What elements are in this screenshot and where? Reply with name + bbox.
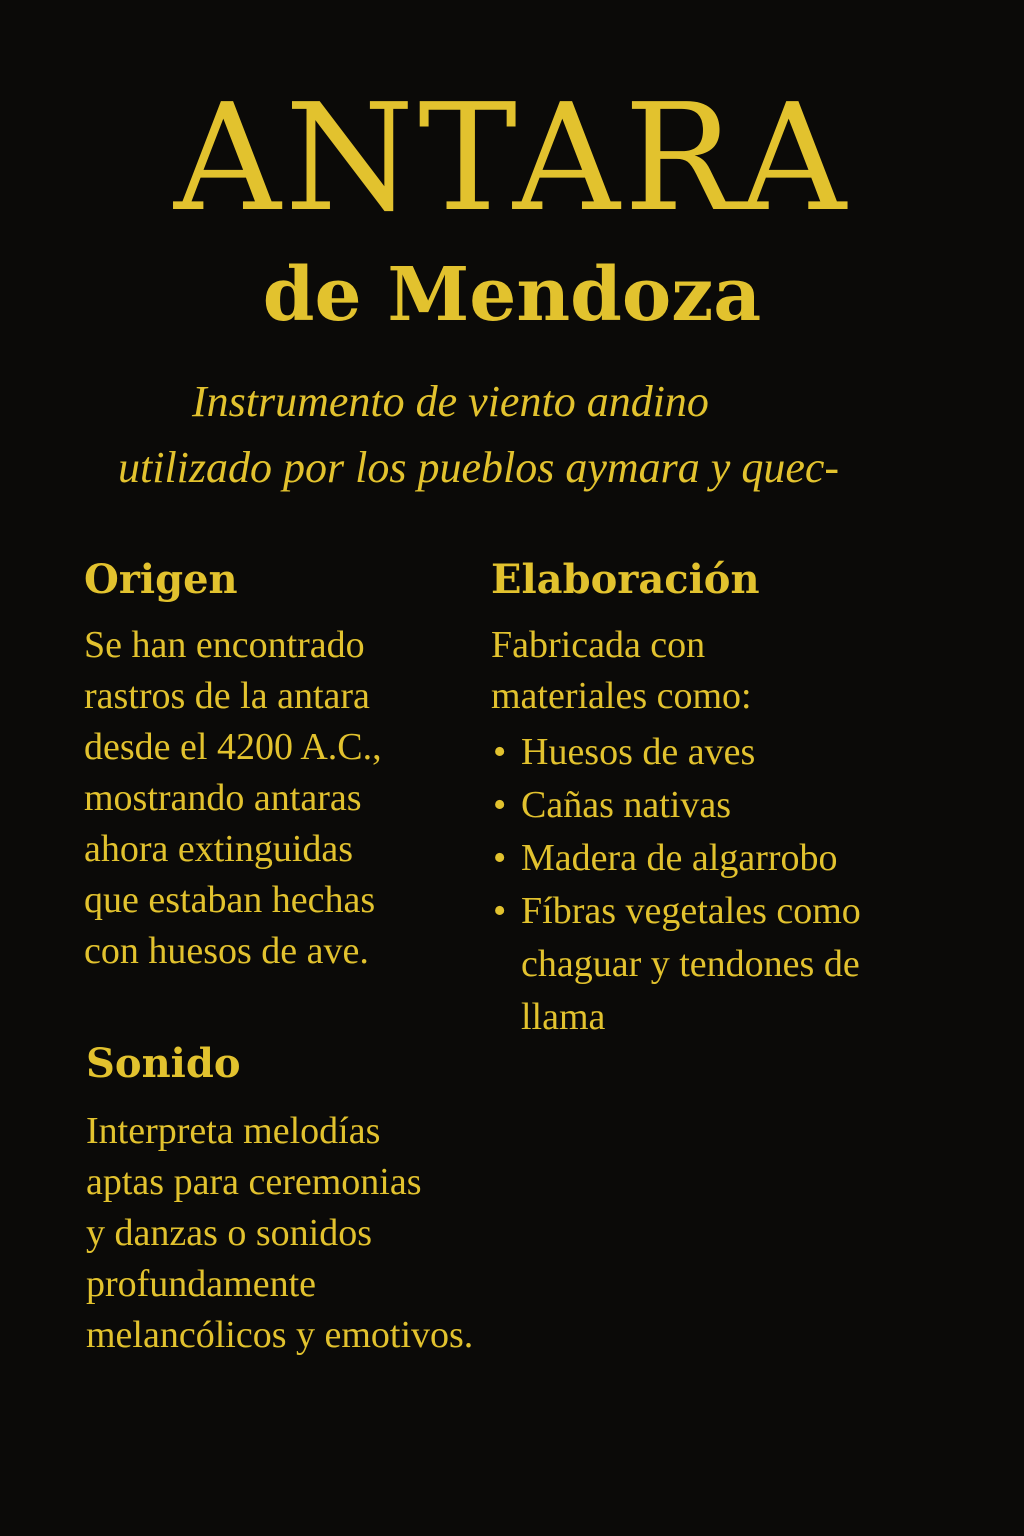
- list-item: [491, 779, 971, 832]
- list-item: [491, 885, 971, 1044]
- elaboracion-intro-line: materiales como:: [491, 675, 752, 717]
- origen-text-line: desde el 4200 A.C.,: [84, 726, 382, 768]
- list-item-text: llama: [521, 996, 606, 1038]
- list-item: [491, 726, 971, 779]
- sonido-text-line: melancólicos y emotivos.: [86, 1314, 474, 1356]
- origen-text-line: rastros de la antara: [84, 675, 370, 717]
- poster-title: ANTARA: [173, 72, 851, 244]
- tagline-line-1: Instrumento de viento andino: [192, 377, 709, 426]
- list-item-text: Madera de algarrobo: [521, 837, 838, 879]
- list-item-text: Huesos de aves: [521, 731, 756, 773]
- list-item-text: Fíbras vegetales como: [521, 890, 861, 932]
- sonido-text-line: Interpreta melodías: [86, 1110, 381, 1152]
- origen-section: [84, 554, 474, 977]
- bullet-icon: •: [493, 784, 507, 826]
- elaboracion-intro-line: Fabricada con: [491, 624, 706, 666]
- bullet-icon: •: [493, 731, 507, 773]
- list-item: [491, 832, 971, 885]
- sonido-heading: Sonido: [86, 1040, 241, 1087]
- origen-text: [84, 620, 474, 977]
- origen-heading: Origen: [84, 556, 238, 603]
- elaboracion-heading: Elaboración: [491, 556, 760, 603]
- elaboracion-section: [491, 554, 971, 1044]
- sonido-section: [86, 1038, 546, 1361]
- sonido-text: [86, 1106, 546, 1361]
- origen-text-line: con huesos de ave.: [84, 930, 369, 972]
- list-item-text: chaguar y tendones de: [521, 943, 860, 985]
- sonido-text-line: y danzas o sonidos: [86, 1212, 373, 1254]
- sonido-text-line: aptas para ceremonias: [86, 1161, 422, 1203]
- poster-subtitle: de Mendoza: [262, 252, 762, 338]
- origen-text-line: Se han encontrado: [84, 624, 365, 666]
- bullet-icon: •: [493, 837, 507, 879]
- materials-list: [491, 726, 971, 1044]
- sonido-text-line: profundamente: [86, 1263, 317, 1305]
- elaboracion-intro: [491, 620, 971, 722]
- origen-text-line: mostrando antaras: [84, 777, 362, 819]
- origen-text-line: ahora extinguidas: [84, 828, 354, 870]
- tagline-line-2: utilizado por los pueblos aymara y quec-: [118, 443, 840, 492]
- bullet-icon: •: [493, 890, 507, 932]
- list-item-text: Cañas nativas: [521, 784, 732, 826]
- origen-text-line: que estaban hechas: [84, 879, 376, 921]
